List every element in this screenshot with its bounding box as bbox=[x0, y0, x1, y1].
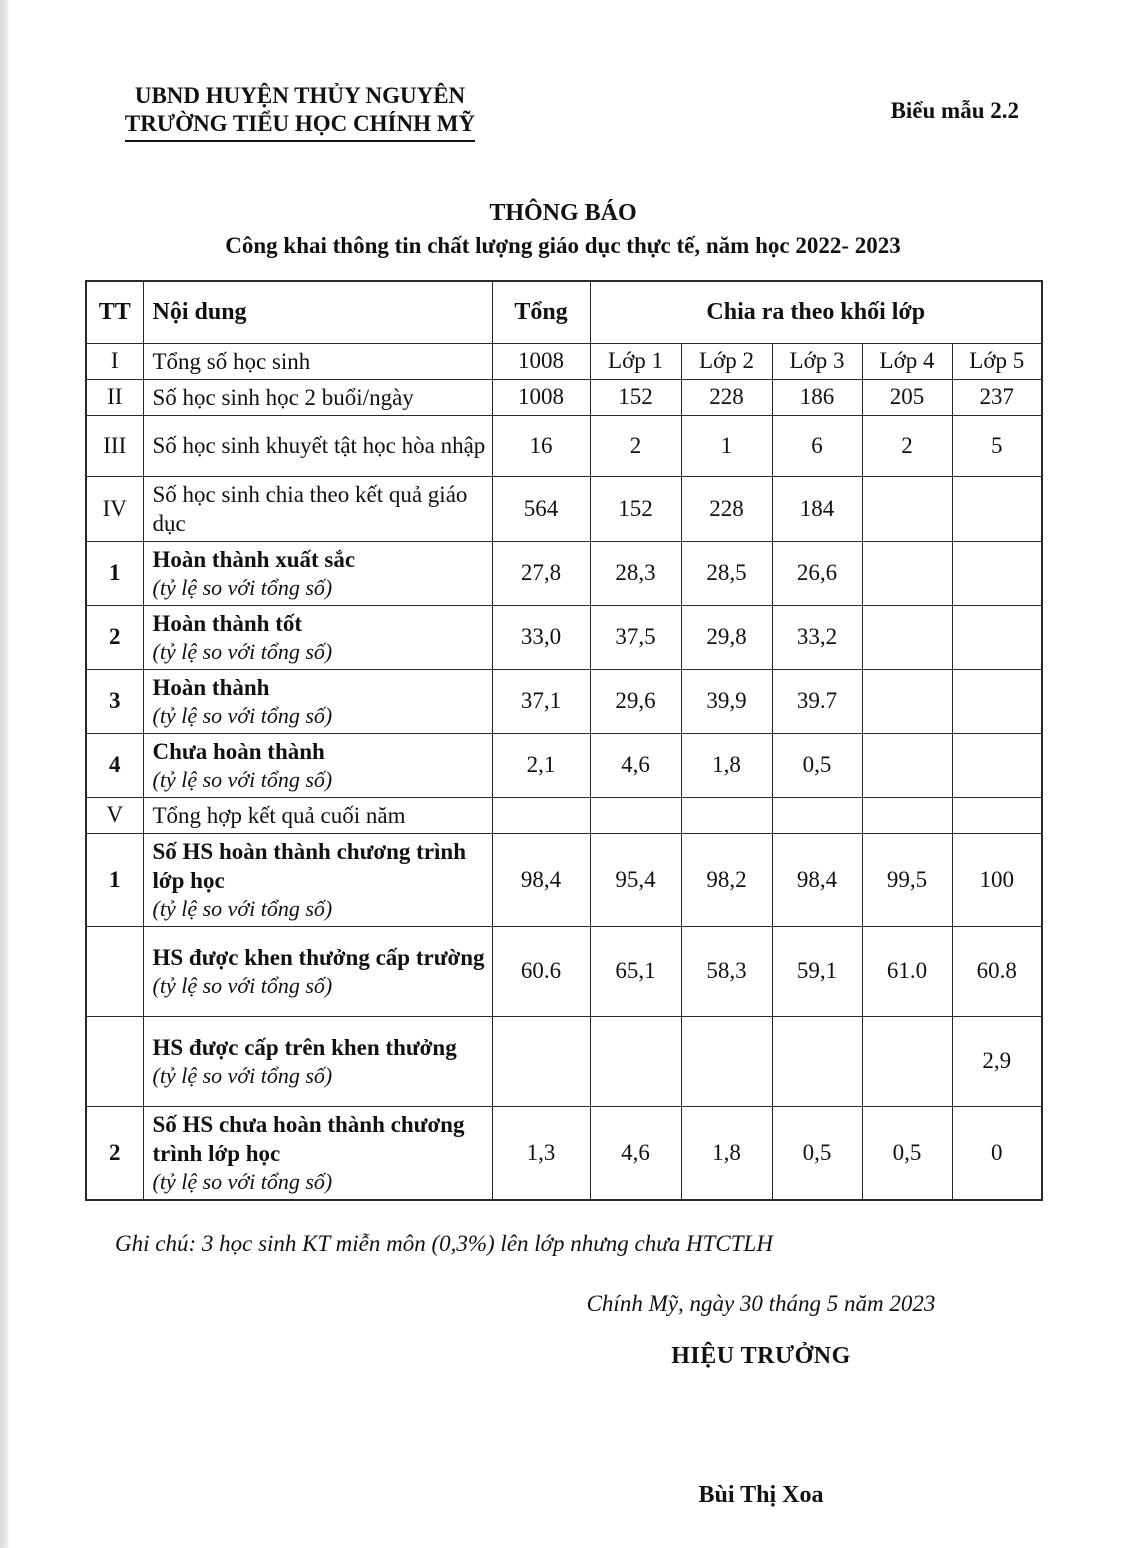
row-label-title: Số học sinh chia theo kết quả giáo dục bbox=[152, 481, 468, 536]
row-value-cell: 100 bbox=[952, 833, 1042, 926]
row-label-subtext: (tỷ lệ so với tổng số) bbox=[152, 895, 333, 921]
row-label bbox=[143, 1106, 492, 1200]
row-label-title: Số HS hoàn thành chương trình lớp học bbox=[152, 838, 467, 893]
row-value-cell: 27,8 bbox=[492, 541, 590, 605]
row-value-cell bbox=[862, 733, 952, 797]
row-value-cell: 205 bbox=[862, 379, 952, 415]
row-label bbox=[143, 541, 492, 605]
row-label-title: Hoàn thành bbox=[152, 674, 270, 700]
row-value-cell bbox=[862, 669, 952, 733]
row-value-cell: 152 bbox=[590, 476, 681, 541]
row-value-cell bbox=[862, 797, 952, 833]
row-value-cell bbox=[952, 605, 1042, 669]
row-index: II bbox=[86, 379, 143, 415]
row-label-title: Tổng hợp kết quả cuối năm bbox=[152, 802, 406, 828]
row-index: 3 bbox=[86, 669, 143, 733]
row-value-cell: 184 bbox=[772, 476, 862, 541]
row-value-cell: 28,5 bbox=[681, 541, 772, 605]
row-value-cell: Lớp 3 bbox=[772, 343, 862, 379]
table-row bbox=[86, 1016, 1042, 1106]
row-value-cell: 2,1 bbox=[492, 733, 590, 797]
row-value-cell: 98,4 bbox=[492, 833, 590, 926]
row-label-title: HS được cấp trên khen thưởng bbox=[152, 1034, 457, 1060]
row-label bbox=[143, 797, 492, 833]
table-row bbox=[86, 797, 1042, 833]
table-row bbox=[86, 669, 1042, 733]
row-label-title: HS được khen thưởng cấp trường bbox=[152, 944, 485, 970]
row-index: III bbox=[86, 415, 143, 476]
table-row bbox=[86, 733, 1042, 797]
document-page bbox=[85, 0, 1041, 1509]
row-label bbox=[143, 476, 492, 541]
row-label-subtext: (tỷ lệ so với tổng số) bbox=[152, 972, 333, 998]
row-label bbox=[143, 926, 492, 1016]
row-label bbox=[143, 415, 492, 476]
row-value-cell bbox=[952, 733, 1042, 797]
row-value-cell: 1 bbox=[681, 415, 772, 476]
table-header-row bbox=[86, 281, 1042, 343]
row-value-cell bbox=[681, 1016, 772, 1106]
row-value-cell bbox=[862, 605, 952, 669]
row-value-cell: 0,5 bbox=[772, 1106, 862, 1200]
row-value-cell: 60.6 bbox=[492, 926, 590, 1016]
row-value-cell: 98,4 bbox=[772, 833, 862, 926]
row-value-cell: 228 bbox=[681, 476, 772, 541]
row-value-cell: Lớp 5 bbox=[952, 343, 1042, 379]
row-value-cell: 1008 bbox=[492, 343, 590, 379]
row-value-cell bbox=[681, 797, 772, 833]
row-label bbox=[143, 669, 492, 733]
signer-name: Bùi Thị Xoa bbox=[698, 1481, 824, 1508]
row-index: IV bbox=[86, 476, 143, 541]
date-place-line: Chính Mỹ, ngày 30 tháng 5 năm 2023 bbox=[586, 1290, 936, 1316]
row-value-cell: 16 bbox=[492, 415, 590, 476]
row-value-cell: 152 bbox=[590, 379, 681, 415]
row-value-cell bbox=[952, 541, 1042, 605]
row-value-cell: Lớp 4 bbox=[862, 343, 952, 379]
row-label-title: Tổng số học sinh bbox=[152, 348, 311, 374]
row-value-cell: 39.7 bbox=[772, 669, 862, 733]
table-row bbox=[86, 1106, 1042, 1200]
row-value-cell: 26,6 bbox=[772, 541, 862, 605]
row-value-cell: 2 bbox=[862, 415, 952, 476]
col-header-noi-dung: Nội dung bbox=[143, 281, 492, 343]
row-label bbox=[143, 833, 492, 926]
signer-title: HIỆU TRƯỞNG bbox=[671, 1342, 851, 1369]
row-value-cell bbox=[772, 797, 862, 833]
document-subtitle: Công khai thông tin chất lượng giáo dục thực tế, năm học 2022- 2023 bbox=[225, 233, 901, 258]
row-value-cell bbox=[862, 541, 952, 605]
col-header-tt: TT bbox=[86, 281, 143, 343]
row-value-cell: Lớp 1 bbox=[590, 343, 681, 379]
row-value-cell bbox=[862, 1016, 952, 1106]
row-label-subtext: (tỷ lệ so với tổng số) bbox=[152, 1168, 333, 1194]
row-index: 2 bbox=[86, 1106, 143, 1200]
row-value-cell bbox=[952, 476, 1042, 541]
row-value-cell: 59,1 bbox=[772, 926, 862, 1016]
row-value-cell: 60.8 bbox=[952, 926, 1042, 1016]
row-label bbox=[143, 343, 492, 379]
row-index bbox=[86, 926, 143, 1016]
school-name: TRƯỜNG TIỂU HỌC CHÍNH MỸ bbox=[125, 110, 475, 142]
row-value-cell: Lớp 2 bbox=[681, 343, 772, 379]
row-value-cell: 33,0 bbox=[492, 605, 590, 669]
row-label-subtext: (tỷ lệ so với tổng số) bbox=[152, 766, 333, 792]
row-value-cell: 1,3 bbox=[492, 1106, 590, 1200]
row-index: 1 bbox=[86, 833, 143, 926]
row-value-cell bbox=[952, 797, 1042, 833]
row-value-cell: 1,8 bbox=[681, 733, 772, 797]
row-value-cell: 0,5 bbox=[772, 733, 862, 797]
org-parent-name: UBND HUYỆN THỦY NGUYÊN bbox=[134, 83, 466, 108]
row-label-title: Số học sinh khuyết tật học hòa nhập bbox=[152, 433, 486, 458]
row-value-cell: 37,5 bbox=[590, 605, 681, 669]
row-value-cell: 2 bbox=[590, 415, 681, 476]
col-header-tong: Tổng bbox=[492, 281, 590, 343]
row-value-cell: 4,6 bbox=[590, 733, 681, 797]
form-number-label: Biểu mẫu 2.2 bbox=[890, 98, 1019, 123]
row-label-title: Số học sinh học 2 buổi/ngày bbox=[152, 384, 414, 410]
row-index: 4 bbox=[86, 733, 143, 797]
row-value-cell: 237 bbox=[952, 379, 1042, 415]
row-value-cell: 564 bbox=[492, 476, 590, 541]
row-index: 2 bbox=[86, 605, 143, 669]
row-label-title: Chưa hoàn thành bbox=[152, 738, 325, 764]
footnote: Ghi chú: 3 học sinh KT miễn môn (0,3%) lên lớp nhưng chưa HTCTLH bbox=[115, 1230, 773, 1256]
row-index bbox=[86, 1016, 143, 1106]
col-header-chia-ra-theo-khoi-lop: Chia ra theo khối lớp bbox=[590, 281, 1042, 343]
row-label-subtext: (tỷ lệ so với tổng số) bbox=[152, 702, 333, 728]
row-value-cell: 186 bbox=[772, 379, 862, 415]
issuing-org bbox=[85, 82, 515, 142]
letterhead bbox=[85, 82, 1041, 142]
row-value-cell: 28,3 bbox=[590, 541, 681, 605]
row-value-cell: 6 bbox=[772, 415, 862, 476]
row-value-cell bbox=[772, 1016, 862, 1106]
row-value-cell bbox=[862, 476, 952, 541]
row-value-cell: 33,2 bbox=[772, 605, 862, 669]
row-index: 1 bbox=[86, 541, 143, 605]
row-label bbox=[143, 605, 492, 669]
row-value-cell: 1008 bbox=[492, 379, 590, 415]
row-label bbox=[143, 1016, 492, 1106]
row-value-cell: 0,5 bbox=[862, 1106, 952, 1200]
table-row bbox=[86, 415, 1042, 476]
row-value-cell: 65,1 bbox=[590, 926, 681, 1016]
row-value-cell: 4,6 bbox=[590, 1106, 681, 1200]
signature-block bbox=[481, 1291, 1041, 1509]
row-value-cell: 29,6 bbox=[590, 669, 681, 733]
row-label-title: Hoàn thành tốt bbox=[152, 610, 303, 636]
table-row bbox=[86, 926, 1042, 1016]
row-label-title: Hoàn thành xuất sắc bbox=[152, 546, 356, 572]
row-value-cell: 228 bbox=[681, 379, 772, 415]
row-value-cell: 5 bbox=[952, 415, 1042, 476]
table-row bbox=[86, 379, 1042, 415]
row-value-cell bbox=[952, 669, 1042, 733]
row-value-cell: 29,8 bbox=[681, 605, 772, 669]
row-value-cell: 0 bbox=[952, 1106, 1042, 1200]
table-row bbox=[86, 605, 1042, 669]
row-value-cell bbox=[492, 797, 590, 833]
row-value-cell: 98,2 bbox=[681, 833, 772, 926]
document-title: THÔNG BÁO bbox=[489, 200, 637, 226]
row-index: I bbox=[86, 343, 143, 379]
table-row bbox=[86, 476, 1042, 541]
row-label-subtext: (tỷ lệ so với tổng số) bbox=[152, 574, 333, 600]
row-value-cell: 39,9 bbox=[681, 669, 772, 733]
row-label-subtext: (tỷ lệ so với tổng số) bbox=[152, 638, 333, 664]
table-row bbox=[86, 541, 1042, 605]
title-block bbox=[85, 200, 1041, 259]
row-value-cell: 99,5 bbox=[862, 833, 952, 926]
row-value-cell: 58,3 bbox=[681, 926, 772, 1016]
row-index: V bbox=[86, 797, 143, 833]
row-label bbox=[143, 733, 492, 797]
table-row bbox=[86, 343, 1042, 379]
row-value-cell: 61.0 bbox=[862, 926, 952, 1016]
row-value-cell: 2,9 bbox=[952, 1016, 1042, 1106]
row-value-cell bbox=[590, 1016, 681, 1106]
quality-table bbox=[85, 280, 1043, 1201]
row-value-cell: 37,1 bbox=[492, 669, 590, 733]
row-label bbox=[143, 379, 492, 415]
row-value-cell: 95,4 bbox=[590, 833, 681, 926]
row-label-title: Số HS chưa hoàn thành chương trình lớp học bbox=[152, 1111, 465, 1166]
row-label-subtext: (tỷ lệ so với tổng số) bbox=[152, 1062, 333, 1088]
row-value-cell bbox=[492, 1016, 590, 1106]
row-value-cell bbox=[590, 797, 681, 833]
table-row bbox=[86, 833, 1042, 926]
page-edge-shadow bbox=[0, 0, 10, 1548]
row-value-cell: 1,8 bbox=[681, 1106, 772, 1200]
